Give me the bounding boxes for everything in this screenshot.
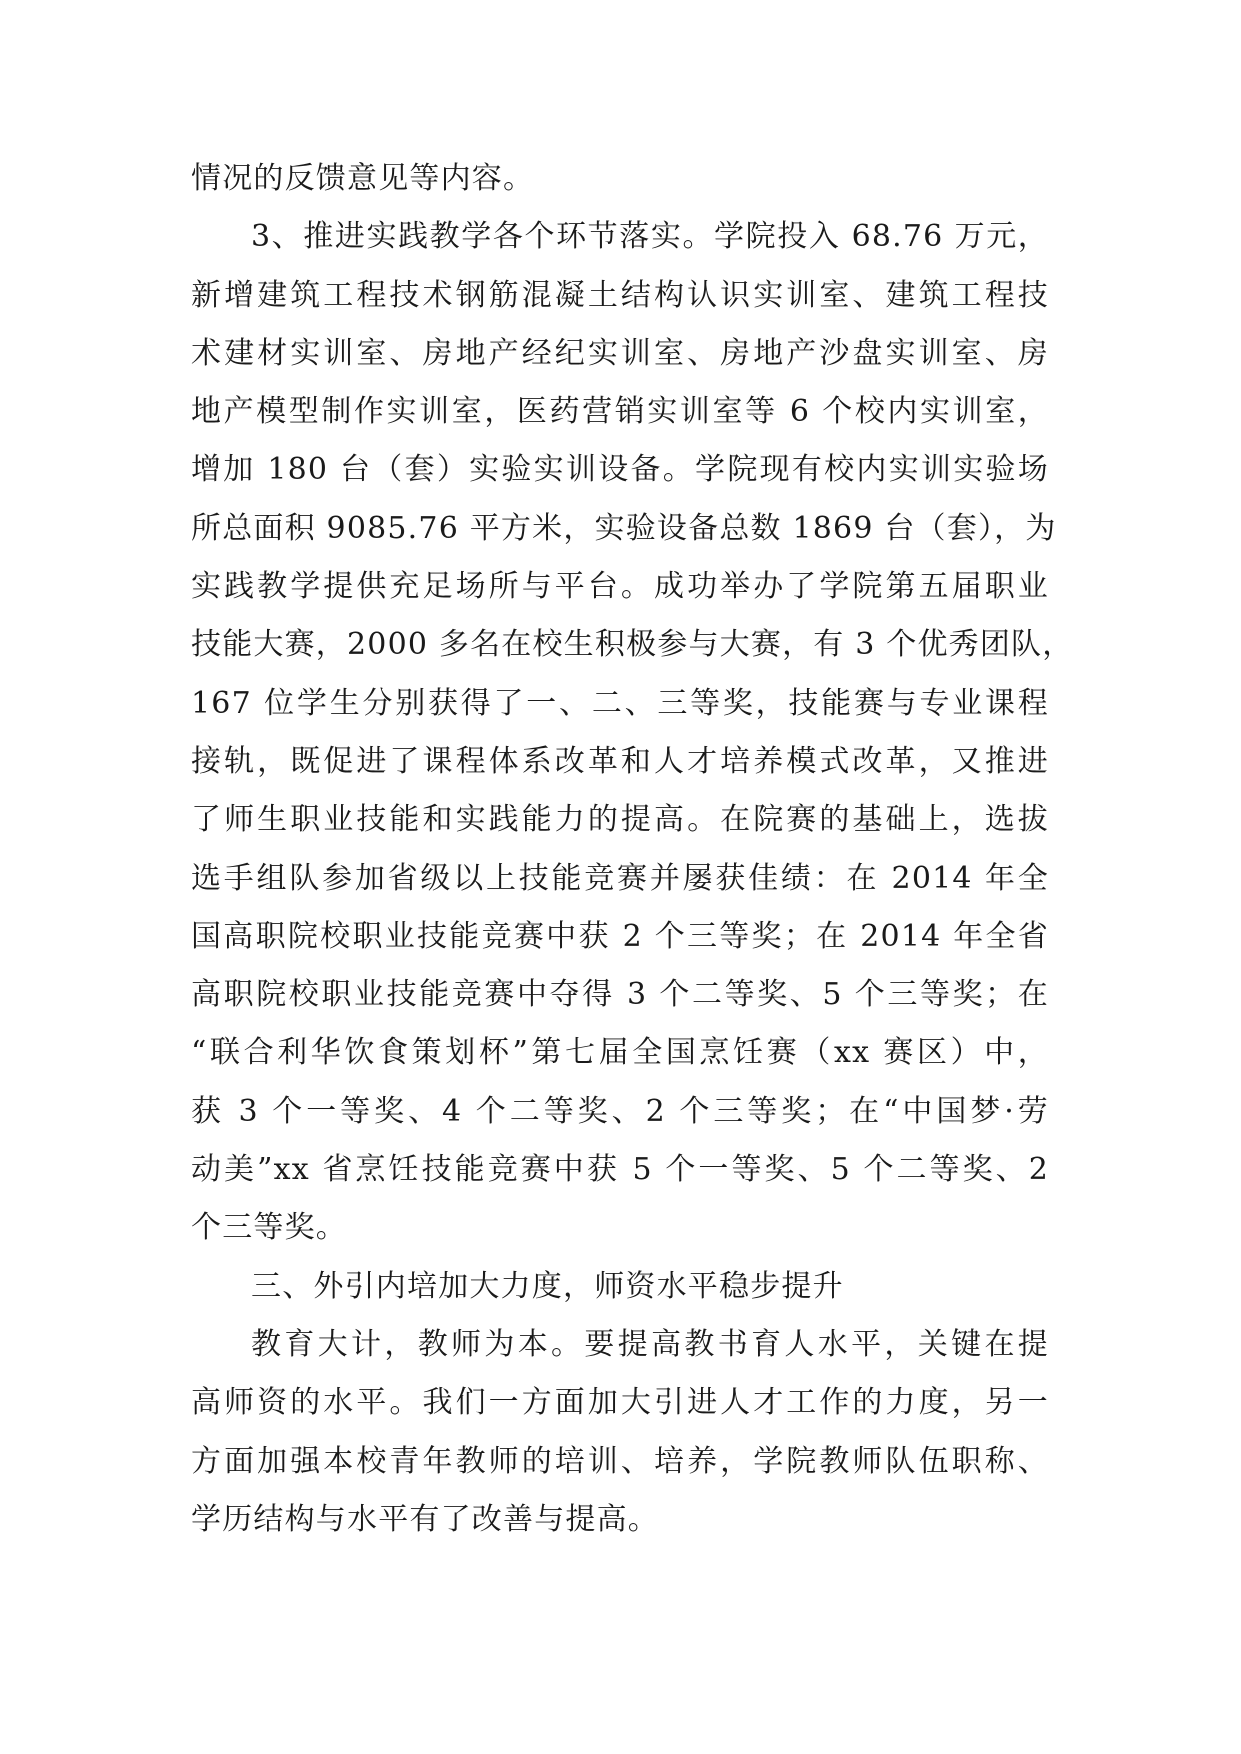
text-line: 学历结构与水平有了改善与提高。: [191, 1501, 659, 1537]
text-line: 接轨，既促进了课程体系改革和人才培养模式改革，又推进: [191, 743, 1049, 779]
text-line: 所总面积 9085.76 平方米，实验设备总数 1869 台（套），为: [191, 510, 1057, 546]
section-heading: 三、外引内培加大力度，师资水平稳步提升: [251, 1268, 844, 1304]
text-line: 术建材实训室、房地产经纪实训室、房地产沙盘实训室、房: [191, 335, 1049, 371]
text-line: 高师资的水平。我们一方面加大引进人才工作的力度，另一: [191, 1385, 1049, 1421]
text-line: 动美”xx 省烹饪技能竞赛中获 5 个一等奖、5 个二等奖、2: [191, 1152, 1049, 1188]
text-line: 实践教学提供充足场所与平台。成功举办了学院第五届职业: [191, 569, 1049, 605]
text-line: 选手组队参加省级以上技能竞赛并屡获佳绩：在 2014 年全: [191, 860, 1049, 896]
text-line: 新增建筑工程技术钢筋混凝土结构认识实训室、建筑工程技: [191, 277, 1049, 313]
text-line: 情况的反馈意见等内容。: [191, 161, 535, 196]
paragraph-first-line: 3、推进实践教学各个环节落实。学院投入 68.76 万元，: [251, 219, 1049, 255]
text-line: “联合利华饮食策划杯”第七届全国烹饪赛（xx 赛区）中，: [191, 1035, 1049, 1071]
text-line: 技能大赛，2000 多名在校生积极参与大赛，有 3 个优秀团队，: [191, 627, 1074, 663]
paragraph-first-line: 教育大计，教师为本。要提高教书育人水平，关键在提: [251, 1326, 1049, 1362]
text-line: 了师生职业技能和实践能力的提高。在院赛的基础上，选拔: [191, 802, 1049, 838]
text-line: 增加 180 台（套）实验实训设备。学院现有校内实训实验场: [191, 452, 1049, 488]
text-line: 个三等奖。: [191, 1210, 347, 1246]
text-line: 方面加强本校青年教师的培训、培养，学院教师队伍职称、: [191, 1443, 1049, 1479]
text-line: 地产模型制作实训室，医药营销实训室等 6 个校内实训室，: [191, 394, 1049, 430]
text-line: 获 3 个一等奖、4 个二等奖、2 个三等奖；在“中国梦·劳: [191, 1093, 1049, 1129]
document-body: [191, 150, 1074, 1549]
text-line: 167 位学生分别获得了一、二、三等奖，技能赛与专业课程: [191, 685, 1049, 721]
text-line: 国高职院校职业技能竞赛中获 2 个三等奖；在 2014 年全省: [191, 918, 1049, 954]
text-line: 高职院校职业技能竞赛中夺得 3 个二等奖、5 个三等奖；在: [191, 977, 1049, 1013]
